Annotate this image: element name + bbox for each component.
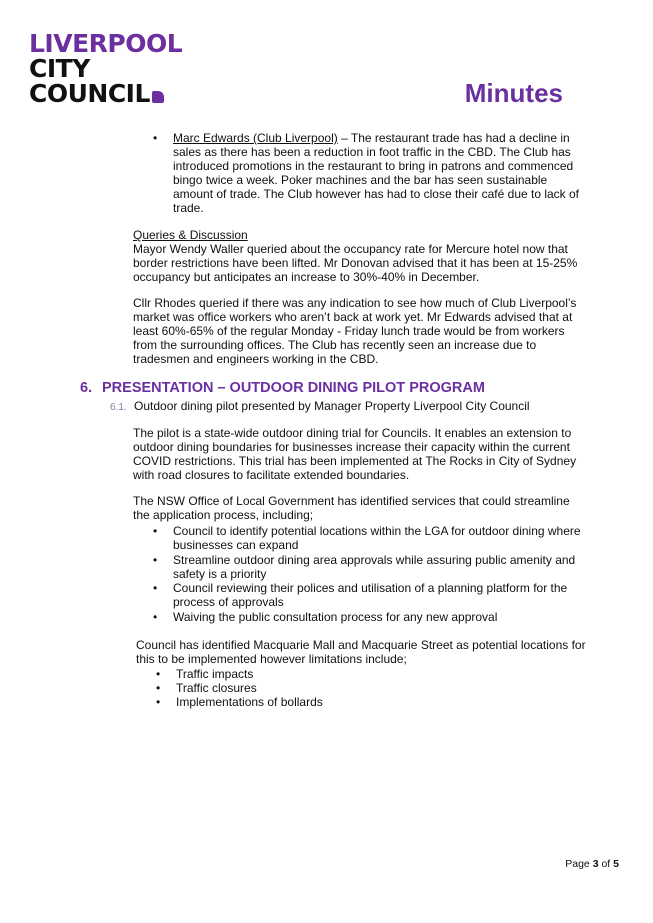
queries-paragraph-2: Cllr Rhodes queried if there was any indication to see how much of Club Liverpool’s market was office workers who aren’t back at work yet. Mr Edwards advised that at least 60%-65% of the regular Monday - Friday lunch trade would be from workers from the surrounding offices. The Club has recently seen an increase due to tradesmen and engineers working in the CBD. [133, 296, 577, 366]
pilot-paragraph-2: The NSW Office of Local Government has identified services that could streamline the application process, including; [133, 494, 570, 522]
section-heading [80, 381, 485, 395]
subsection-item [110, 399, 530, 415]
council-logo [29, 31, 182, 106]
page-number [565, 858, 619, 870]
logo-line-3: COUNCIL [29, 79, 150, 108]
page-of-word: of [601, 858, 611, 870]
queries-paragraph-1: Mayor Wendy Waller queried about the occupancy rate for Mercure hotel now that border restrictions have been lifted. Mr Donovan advised that it has been at 15-25% occupancy but anticipates an increase to 30%-40% in December. [133, 242, 578, 284]
speaker-text: – The restaurant trade has had a decline in sales as there has been a reduction in foot traffic in the CBD. The Club has introduced promotions in the restaurant to bring in patrons and commenced bingo twice a week. Poker machines and the bar has seen sustainable amount of trade. The Club however has had to close their café due to lack of trade. [173, 131, 580, 215]
list-item: • Council reviewing their polices and utilisation of a planning platform for the process of approvals [173, 581, 585, 609]
page-current: 3 [592, 858, 599, 870]
list-item: • Streamline outdoor dining area approvals while assuring public amenity and safety is a priority [173, 553, 585, 581]
page-total: 5 [613, 858, 619, 870]
section-number: 6. [80, 380, 93, 396]
logo-line-2: CITY [29, 54, 90, 83]
pilot-paragraph-1: The pilot is a state-wide outdoor dining trial for Councils. It enables an extension to outdoor dining boundaries for businesses increase their capacity within the current COVID restrictions. This trial has been implemented at The Rocks in City of Sydney with road closures to facilitate extended boundaries. [133, 426, 577, 482]
speaker-bullet [173, 131, 585, 215]
list-item: • Waiving the public consultation process for any new approval [173, 610, 585, 624]
subsection-number: 6.1. [110, 402, 127, 413]
list-item: • Traffic impacts [176, 667, 588, 681]
logo-mark-icon [152, 91, 164, 103]
list-item: • Traffic closures [176, 681, 588, 695]
queries-heading: Queries & Discussion [133, 228, 248, 242]
subsection-text: Outdoor dining pilot presented by Manager Property Liverpool City Council [134, 399, 530, 413]
document-title: Minutes [464, 78, 563, 108]
page-word: Page [565, 858, 590, 870]
logo-line-1: LIVERPOOL [29, 29, 183, 58]
pilot-paragraph-3: Council has identified Macquarie Mall and Macquarie Street as potential locations for this to be implemented however limitations include; [136, 638, 586, 666]
speaker-name: Marc Edwards (Club Liverpool) [173, 131, 338, 145]
section-title: PRESENTATION – OUTDOOR DINING PILOT PROGRAM [102, 380, 485, 396]
list-item: • Implementations of bollards [176, 695, 588, 709]
list-item: • Council to identify potential locations within the LGA for outdoor dining where businesses can expand [173, 524, 585, 552]
